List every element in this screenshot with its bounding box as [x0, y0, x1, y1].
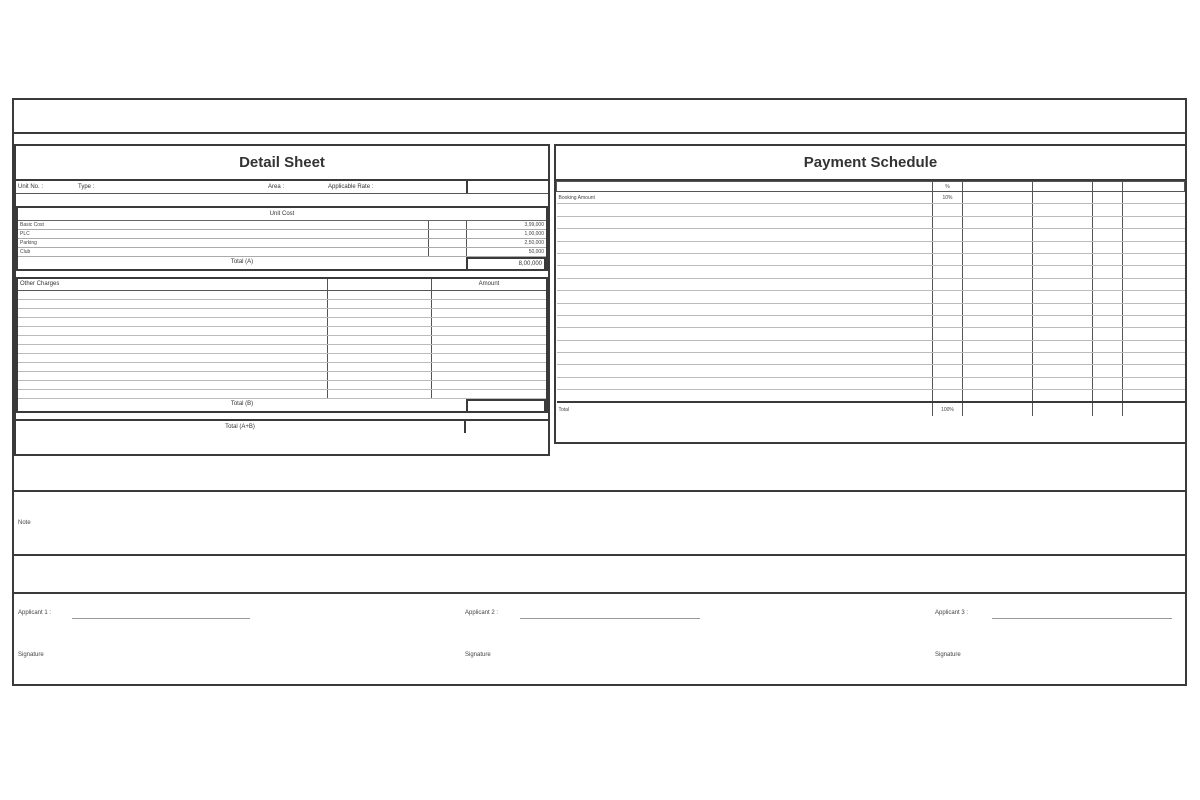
payment-cell [963, 315, 1033, 327]
applicant-3-line[interactable] [992, 618, 1172, 619]
payment-stage [557, 390, 933, 402]
payment-cell [933, 229, 963, 241]
charge-row [18, 327, 546, 336]
payment-cell: 100% [933, 402, 963, 416]
divider [12, 554, 1187, 556]
payment-cell [1123, 303, 1185, 315]
charge-row [18, 291, 546, 300]
payment-cell [1093, 315, 1123, 327]
payment-row [557, 204, 1185, 216]
charge-rate [327, 372, 431, 380]
divider [12, 592, 1187, 594]
payment-cell [1123, 216, 1185, 228]
charge-row [18, 300, 546, 309]
charge-rate [327, 336, 431, 344]
charge-label [18, 345, 327, 353]
payment-header-col5 [1093, 182, 1123, 192]
payment-stage [557, 315, 933, 327]
applicant-2-label: Applicant 2 : [465, 610, 499, 616]
charge-rate [327, 381, 431, 389]
payment-cell [933, 365, 963, 377]
payment-cell [1033, 353, 1093, 365]
payment-cell: 10% [933, 192, 963, 204]
charge-label [18, 318, 327, 326]
payment-header-col4 [1033, 182, 1093, 192]
payment-cell [963, 353, 1033, 365]
charge-label [18, 363, 327, 371]
charge-label [18, 300, 327, 308]
payment-stage [557, 353, 933, 365]
payment-cell [1093, 328, 1123, 340]
payment-cell [1033, 266, 1093, 278]
rate-label: Applicable Rate : [328, 184, 374, 190]
payment-cell [933, 353, 963, 365]
cost-item-label: PLC [20, 231, 30, 237]
divider [12, 490, 1187, 492]
charge-rate [327, 291, 431, 299]
unit-cost-total-value: 8,00,000 [466, 257, 546, 269]
payment-cell [1033, 253, 1093, 265]
payment-cell [1123, 266, 1185, 278]
payment-row [557, 377, 1185, 389]
payment-stage [557, 365, 933, 377]
payment-row [557, 241, 1185, 253]
payment-cell [1033, 315, 1093, 327]
charges-header-mid [327, 279, 431, 290]
payment-cell [1033, 291, 1093, 303]
unit-cost-block [16, 206, 548, 271]
payment-cell [1033, 278, 1093, 290]
payment-cell [1123, 340, 1185, 352]
cost-item-rate [428, 248, 466, 256]
payment-cell [1033, 340, 1093, 352]
payment-cell [1093, 241, 1123, 253]
payment-cell [1033, 216, 1093, 228]
payment-cell [1123, 192, 1185, 204]
charge-label [18, 372, 327, 380]
payment-row [557, 278, 1185, 290]
payment-cell [1123, 377, 1185, 389]
payment-header-row [557, 182, 1185, 192]
charge-row [18, 372, 546, 381]
payment-row [557, 340, 1185, 352]
payment-cell [1123, 229, 1185, 241]
payment-header-col3 [963, 182, 1033, 192]
payment-row [557, 365, 1185, 377]
payment-header-col6 [1123, 182, 1185, 192]
payment-header-stage [557, 182, 933, 192]
payment-cell [933, 340, 963, 352]
charge-rate [327, 354, 431, 362]
grand-total-value [464, 421, 548, 433]
cost-item-label: Club [20, 249, 31, 255]
payment-cell [1093, 266, 1123, 278]
payment-cell [1093, 204, 1123, 216]
charge-row [18, 336, 546, 345]
charge-amount [431, 309, 546, 317]
payment-cell [963, 253, 1033, 265]
cost-item-rate [428, 239, 466, 247]
payment-cell [1123, 241, 1185, 253]
cost-item-value: 1,00,000 [466, 230, 546, 238]
signature-3-label: Signature [935, 652, 961, 658]
payment-stage [557, 328, 933, 340]
payment-stage [557, 266, 933, 278]
payment-cell [1123, 291, 1185, 303]
charge-row [18, 309, 546, 318]
charge-amount [431, 381, 546, 389]
payment-cell [933, 291, 963, 303]
payment-stage [557, 303, 933, 315]
payment-row [557, 390, 1185, 402]
payment-cell [1093, 291, 1123, 303]
payment-cell [963, 229, 1033, 241]
payment-stage: Total [557, 402, 933, 416]
payment-cell [1093, 377, 1123, 389]
payment-cell [1093, 216, 1123, 228]
payment-cell [1123, 253, 1185, 265]
payment-cell [1123, 328, 1185, 340]
payment-row [557, 229, 1185, 241]
charge-rate [327, 318, 431, 326]
payment-cell [1123, 353, 1185, 365]
charge-label [18, 291, 327, 299]
payment-cell [1123, 204, 1185, 216]
charge-row [18, 363, 546, 372]
payment-cell [1033, 402, 1093, 416]
payment-cell [1093, 253, 1123, 265]
signature-1-label: Signature [18, 652, 44, 658]
payment-cell [963, 377, 1033, 389]
payment-header-percent: % [933, 182, 963, 192]
charge-amount [431, 336, 546, 344]
charge-rate [327, 390, 431, 398]
unit-cost-row [18, 221, 546, 230]
cost-item-value: 3,99,000 [466, 221, 546, 229]
other-charges-block [16, 277, 548, 413]
payment-cell [963, 216, 1033, 228]
grand-total-row [16, 419, 548, 433]
payment-cell [963, 204, 1033, 216]
charge-label [18, 309, 327, 317]
applicant-1-line[interactable] [72, 618, 250, 619]
payment-cell [933, 241, 963, 253]
payment-cell [1033, 390, 1093, 402]
payment-cell [963, 266, 1033, 278]
payment-cell [1033, 365, 1093, 377]
payment-cell [963, 291, 1033, 303]
payment-row [557, 353, 1185, 365]
unit-cost-row [18, 248, 546, 257]
payment-row [557, 315, 1185, 327]
charge-amount [431, 345, 546, 353]
charge-rate [327, 300, 431, 308]
charge-rate [327, 309, 431, 317]
charge-amount [431, 318, 546, 326]
charge-amount [431, 327, 546, 335]
payment-cell [1033, 192, 1093, 204]
payment-cell [933, 253, 963, 265]
payment-cell [1093, 229, 1123, 241]
charge-amount [431, 390, 546, 398]
detail-sheet-title: Detail Sheet [16, 146, 548, 181]
charge-rate [327, 345, 431, 353]
payment-cell [1093, 353, 1123, 365]
unit-info-row [16, 181, 548, 194]
payment-row [557, 266, 1185, 278]
grand-total-label: Total (A+B) [225, 424, 255, 430]
payment-cell [933, 266, 963, 278]
charge-rate [327, 363, 431, 371]
charge-row [18, 345, 546, 354]
type-label: Type : [78, 184, 95, 190]
payment-table [556, 181, 1185, 416]
unit-cost-total-label: Total (A) [230, 259, 254, 265]
charge-rate [327, 327, 431, 335]
unit-cost-title: Unit Cost [18, 208, 546, 221]
cost-item-rate [428, 230, 466, 238]
payment-cell [1093, 303, 1123, 315]
charge-row [18, 390, 546, 399]
charge-amount [431, 354, 546, 362]
charge-label [18, 336, 327, 344]
unit-cost-row [18, 239, 546, 248]
payment-cell [1093, 192, 1123, 204]
payment-cell [1093, 402, 1123, 416]
payment-cell [1093, 340, 1123, 352]
payment-cell [1093, 365, 1123, 377]
payment-row [557, 253, 1185, 265]
payment-cell [1033, 328, 1093, 340]
payment-schedule [554, 144, 1187, 444]
payment-schedule-title: Payment Schedule [556, 146, 1185, 181]
payment-cell [933, 303, 963, 315]
header-bar [12, 98, 1187, 134]
payment-cell [1033, 241, 1093, 253]
cost-item-value: 2,50,000 [466, 239, 546, 247]
payment-cell [1123, 365, 1185, 377]
payment-cell [933, 328, 963, 340]
payment-cell [933, 377, 963, 389]
payment-cell [1093, 390, 1123, 402]
applicant-3-label: Applicant 3 : [935, 610, 969, 616]
charges-header [18, 279, 546, 291]
payment-cell [1123, 315, 1185, 327]
applicant-1-label: Applicant 1 : [18, 610, 52, 616]
note-label: Note [18, 520, 31, 526]
payment-cell [933, 204, 963, 216]
payment-cell [963, 365, 1033, 377]
charge-amount [431, 372, 546, 380]
payment-row [557, 303, 1185, 315]
charges-header-label: Other Charges [20, 281, 60, 287]
payment-cell [933, 315, 963, 327]
charge-label [18, 390, 327, 398]
charges-total-label: Total (B) [230, 401, 254, 407]
payment-cell [933, 278, 963, 290]
payment-row [557, 216, 1185, 228]
payment-row [557, 192, 1185, 204]
charge-row [18, 381, 546, 390]
cost-item-label: Parking [20, 240, 37, 246]
unit-cost-total-row [18, 257, 546, 269]
charge-label [18, 327, 327, 335]
payment-cell [963, 402, 1033, 416]
charge-row [18, 318, 546, 327]
payment-stage [557, 204, 933, 216]
area-label: Area : [268, 184, 285, 190]
charges-total-value [466, 399, 546, 411]
cost-item-value: 50,000 [466, 248, 546, 256]
payment-cell [963, 303, 1033, 315]
payment-stage: Booking Amount [557, 192, 933, 204]
unit-no-label: Unit No. : [18, 184, 44, 190]
payment-cell [963, 328, 1033, 340]
payment-cell [1033, 229, 1093, 241]
unit-cost-row [18, 230, 546, 239]
cost-item-label: Basic Cost [20, 222, 44, 228]
cost-item-rate [428, 221, 466, 229]
payment-row [557, 291, 1185, 303]
payment-stage [557, 340, 933, 352]
signature-2-label: Signature [465, 652, 491, 658]
payment-stage [557, 216, 933, 228]
rate-value [466, 181, 548, 193]
detail-sheet [14, 144, 550, 456]
payment-cell [963, 278, 1033, 290]
payment-stage [557, 278, 933, 290]
charges-header-amount: Amount [431, 279, 546, 290]
payment-cell [1093, 278, 1123, 290]
payment-stage [557, 241, 933, 253]
charges-total-row [18, 399, 546, 411]
payment-stage [557, 377, 933, 389]
charge-row [18, 354, 546, 363]
payment-cell [1123, 402, 1185, 416]
charge-label [18, 354, 327, 362]
payment-total-row [557, 402, 1185, 416]
payment-cell [933, 390, 963, 402]
charge-amount [431, 291, 546, 299]
payment-cell [1033, 303, 1093, 315]
charge-amount [431, 300, 546, 308]
payment-stage [557, 229, 933, 241]
payment-cell [933, 216, 963, 228]
charge-amount [431, 363, 546, 371]
payment-cell [963, 390, 1033, 402]
applicant-2-line[interactable] [520, 618, 700, 619]
charge-label [18, 381, 327, 389]
payment-cell [1033, 377, 1093, 389]
payment-cell [963, 340, 1033, 352]
payment-row [557, 328, 1185, 340]
payment-cell [1123, 278, 1185, 290]
payment-cell [1123, 390, 1185, 402]
payment-stage [557, 291, 933, 303]
payment-cell [1033, 204, 1093, 216]
payment-cell [963, 192, 1033, 204]
payment-cell [963, 241, 1033, 253]
payment-stage [557, 253, 933, 265]
